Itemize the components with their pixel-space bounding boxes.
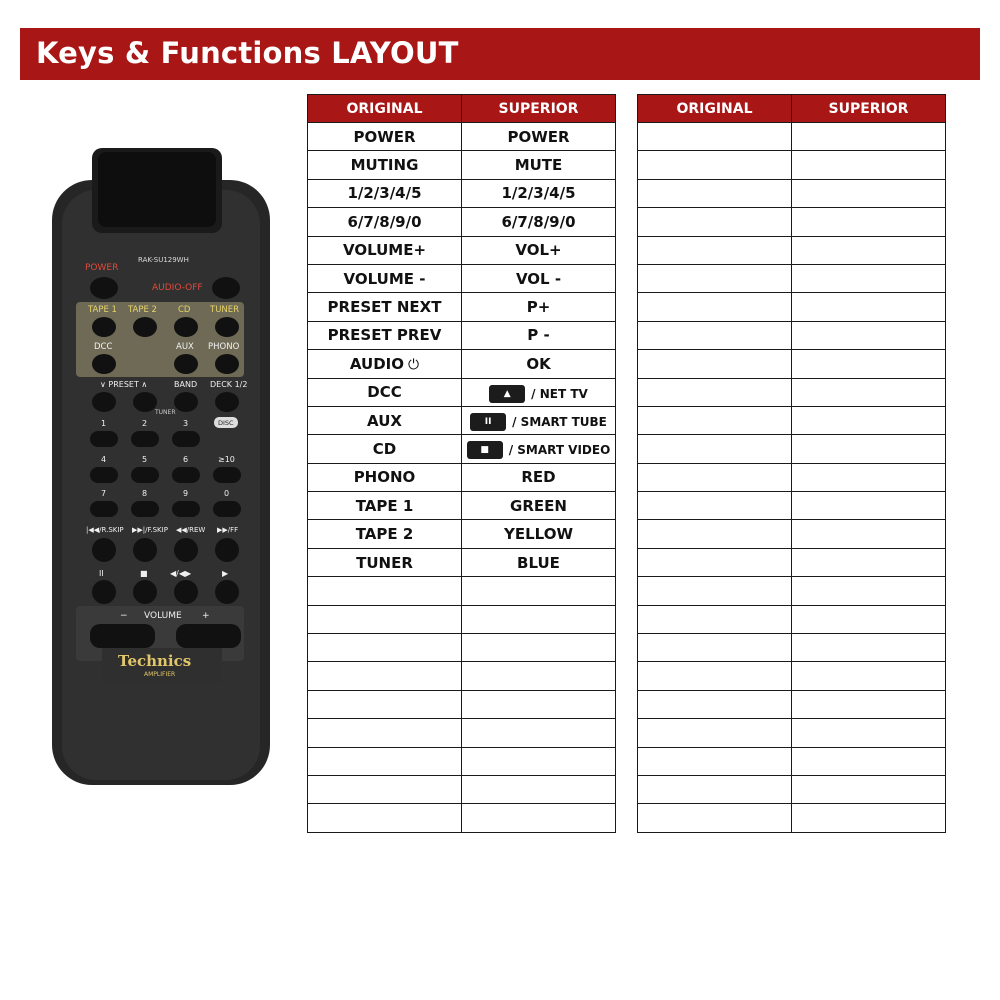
original-cell [308, 577, 462, 605]
superior-cell [792, 747, 946, 775]
table-row-empty [308, 690, 616, 718]
header-original: ORIGINAL [638, 95, 792, 123]
superior-cell [792, 662, 946, 690]
original-cell [638, 747, 792, 775]
superior-cell [792, 378, 946, 406]
model-label: RAK-SU129WH [138, 256, 189, 264]
tuner-small-label: TUNER [155, 409, 176, 416]
superior-cell [792, 208, 946, 236]
preset-up-button[interactable] [133, 392, 157, 412]
table-row [308, 520, 616, 548]
superior-cell [462, 775, 616, 803]
table-row-empty [638, 179, 946, 207]
num7-label: 7 [101, 489, 107, 498]
original-cell [638, 775, 792, 803]
original-cell [638, 435, 792, 463]
superior-cell [462, 577, 616, 605]
ff-label: ▶▶/FF [217, 526, 239, 534]
volume-label: VOLUME [144, 611, 182, 621]
num9-button[interactable] [172, 501, 200, 517]
brand-subtitle: AMPLIFIER [144, 671, 176, 678]
volume-down-button[interactable] [90, 624, 155, 648]
cd-label: CD [178, 305, 191, 315]
num3-button[interactable] [172, 431, 200, 447]
superior-cell [792, 406, 946, 434]
tape2-label: TAPE 2 [128, 305, 157, 315]
tape1-label: TAPE 1 [88, 305, 117, 315]
superior-cell: RED [462, 463, 616, 491]
table-row-empty [638, 293, 946, 321]
table-row [308, 179, 616, 207]
table-row [308, 435, 616, 463]
audio-label: AUDIO [349, 354, 405, 373]
band-button[interactable] [174, 392, 198, 412]
table-row [308, 406, 616, 434]
superior-cell [462, 690, 616, 718]
header-superior: SUPERIOR [792, 95, 946, 123]
original-cell [638, 605, 792, 633]
pause-label: II [99, 569, 104, 578]
vol-plus-label: + [202, 611, 210, 621]
deck-label: DECK 1/2 [210, 380, 248, 389]
original-cell: PRESET NEXT [308, 293, 462, 321]
brand-logo: Technics [118, 652, 192, 670]
original-cell: MUTING [308, 151, 462, 179]
original-cell [308, 605, 462, 633]
num10-label: ≥10 [218, 455, 235, 464]
smart-video-label: / SMART VIDEO [508, 443, 611, 458]
table-row-empty [308, 634, 616, 662]
table-row-empty [638, 662, 946, 690]
table-row-empty [638, 548, 946, 576]
superior-cell: VOL - [462, 264, 616, 292]
table-row-empty [638, 492, 946, 520]
superior-cell: YELLOW [462, 520, 616, 548]
table-row-empty [638, 804, 946, 832]
original-cell: TAPE 1 [308, 492, 462, 520]
power-symbol-icon: ⏻ [408, 356, 420, 373]
superior-cell [462, 747, 616, 775]
tape1-button[interactable] [92, 317, 116, 337]
num10-button[interactable] [213, 467, 241, 483]
rev-label: ◀/◀▶ [170, 569, 192, 578]
original-cell [638, 463, 792, 491]
header-original: ORIGINAL [308, 95, 462, 123]
superior-cell: P - [462, 321, 616, 349]
key-mapping-table-right [637, 94, 946, 833]
superior-cell [462, 406, 616, 434]
original-cell: POWER [308, 123, 462, 151]
num7-button[interactable] [90, 501, 118, 517]
fskip-label: ▶▶|/F.SKIP [132, 526, 168, 534]
table-row-empty [638, 123, 946, 151]
original-cell [638, 378, 792, 406]
play-label: ▶ [222, 569, 229, 578]
num5-button[interactable] [131, 467, 159, 483]
superior-cell [792, 435, 946, 463]
ff-button[interactable] [215, 538, 239, 562]
rev-play-button[interactable] [174, 580, 198, 604]
pause-button[interactable] [92, 580, 116, 604]
superior-cell: OK [462, 350, 616, 378]
original-cell [638, 293, 792, 321]
original-cell: TUNER [308, 548, 462, 576]
superior-cell [792, 463, 946, 491]
num8-label: 8 [142, 489, 148, 498]
superior-cell [792, 321, 946, 349]
original-cell [308, 775, 462, 803]
vol-minus-label: − [120, 611, 128, 621]
original-cell [638, 804, 792, 832]
num6-label: 6 [183, 455, 189, 464]
original-cell [638, 520, 792, 548]
eject-key-icon: ▲ [489, 385, 525, 403]
table-row-empty [308, 775, 616, 803]
aux-button[interactable] [174, 354, 198, 374]
rskip-label: |◀◀/R.SKIP [86, 526, 124, 534]
superior-cell [792, 293, 946, 321]
original-cell [638, 690, 792, 718]
table-row-empty [308, 747, 616, 775]
superior-cell: GREEN [462, 492, 616, 520]
superior-cell [792, 775, 946, 803]
preset-label: ∨ PRESET ∧ [100, 380, 148, 389]
original-cell: CD [308, 435, 462, 463]
power-label: POWER [85, 263, 119, 273]
original-cell: AUX [308, 406, 462, 434]
num0-label: 0 [224, 489, 230, 498]
num2-button[interactable] [131, 431, 159, 447]
key-mapping-table-left [307, 94, 616, 833]
table-row-empty [308, 804, 616, 832]
table-row [308, 321, 616, 349]
audio-off-label: AUDIO-OFF [152, 283, 203, 293]
table-row-empty [638, 634, 946, 662]
table-row-empty [638, 690, 946, 718]
num9-label: 9 [183, 489, 189, 498]
preset-down-button[interactable] [92, 392, 116, 412]
smart-tube-label: / SMART TUBE [512, 415, 607, 430]
table-row-empty [638, 378, 946, 406]
disc-label: DISC [218, 419, 234, 427]
table-row-empty [638, 719, 946, 747]
remote-control-drawing [40, 140, 290, 790]
superior-cell [462, 605, 616, 633]
num6-button[interactable] [172, 467, 200, 483]
table-row-empty [638, 151, 946, 179]
original-cell [638, 662, 792, 690]
superior-cell [792, 520, 946, 548]
original-cell [308, 690, 462, 718]
stop-key-icon: ■ [467, 441, 503, 459]
table-row-empty [638, 605, 946, 633]
table-row-empty [638, 463, 946, 491]
table-row [308, 350, 616, 378]
superior-cell [462, 435, 616, 463]
table-row [308, 463, 616, 491]
superior-cell [792, 548, 946, 576]
superior-cell [792, 179, 946, 207]
superior-cell [792, 123, 946, 151]
superior-cell: BLUE [462, 548, 616, 576]
num1-button[interactable] [90, 431, 118, 447]
power-button[interactable] [90, 277, 118, 299]
superior-cell [792, 151, 946, 179]
superior-cell: 6/7/8/9/0 [462, 208, 616, 236]
table-row-empty [638, 208, 946, 236]
original-cell [638, 719, 792, 747]
table-row [308, 151, 616, 179]
stop-label: ■ [140, 569, 148, 578]
original-cell [638, 208, 792, 236]
rew-label: ◀◀/REW [176, 526, 206, 534]
original-cell: PHONO [308, 463, 462, 491]
original-cell [638, 577, 792, 605]
aux-label: AUX [176, 342, 194, 352]
num3-label: 3 [183, 419, 189, 428]
rskip-button[interactable] [92, 538, 116, 562]
superior-cell [792, 264, 946, 292]
num2-label: 2 [142, 419, 148, 428]
original-cell: VOLUME - [308, 264, 462, 292]
original-cell [308, 634, 462, 662]
superior-cell [792, 350, 946, 378]
page-title: Keys & Functions LAYOUT [36, 36, 459, 70]
superior-cell: VOL+ [462, 236, 616, 264]
original-cell [638, 321, 792, 349]
num5-label: 5 [142, 455, 148, 464]
right-table-body [638, 123, 946, 833]
original-cell: VOLUME+ [308, 236, 462, 264]
num1-label: 1 [101, 419, 107, 428]
tuner-button[interactable] [215, 317, 239, 337]
original-cell [638, 406, 792, 434]
table-row-empty [638, 577, 946, 605]
original-cell: DCC [308, 378, 462, 406]
superior-cell [792, 492, 946, 520]
table-row-empty [638, 236, 946, 264]
header-banner [20, 28, 980, 80]
original-cell [638, 634, 792, 662]
table-row-empty [638, 264, 946, 292]
table-row [308, 378, 616, 406]
superior-cell [792, 577, 946, 605]
original-cell [638, 236, 792, 264]
superior-cell [792, 634, 946, 662]
table-row [308, 293, 616, 321]
table-row-empty [308, 719, 616, 747]
original-cell [308, 719, 462, 747]
superior-cell [462, 804, 616, 832]
original-cell [638, 123, 792, 151]
fskip-button[interactable] [133, 538, 157, 562]
num8-button[interactable] [131, 501, 159, 517]
dcc-button[interactable] [92, 354, 116, 374]
table-row-empty [638, 406, 946, 434]
original-cell: PRESET PREV [308, 321, 462, 349]
num4-label: 4 [101, 455, 107, 464]
superior-cell: MUTE [462, 151, 616, 179]
num0-button[interactable] [213, 501, 241, 517]
dcc-label: DCC [94, 342, 113, 352]
superior-cell: POWER [462, 123, 616, 151]
phono-button[interactable] [215, 354, 239, 374]
original-cell [638, 151, 792, 179]
original-cell [638, 548, 792, 576]
superior-cell [792, 804, 946, 832]
tape2-button[interactable] [133, 317, 157, 337]
original-cell [638, 179, 792, 207]
superior-cell [462, 634, 616, 662]
superior-cell [792, 719, 946, 747]
original-cell [638, 350, 792, 378]
remote-control-image [40, 140, 290, 790]
rew-button[interactable] [174, 538, 198, 562]
table-row [308, 123, 616, 151]
audio-off-button[interactable] [212, 277, 240, 299]
original-cell [308, 747, 462, 775]
num4-button[interactable] [90, 467, 118, 483]
band-label: BAND [174, 380, 198, 389]
superior-cell [462, 719, 616, 747]
table-row-empty [638, 435, 946, 463]
pause-key-icon: II [470, 413, 506, 431]
table-row [308, 236, 616, 264]
original-cell: TAPE 2 [308, 520, 462, 548]
table-row-empty [638, 350, 946, 378]
original-cell [308, 662, 462, 690]
net-tv-label: / NET TV [531, 386, 588, 401]
original-cell: 6/7/8/9/0 [308, 208, 462, 236]
stop-button[interactable] [133, 580, 157, 604]
table-row-empty [638, 775, 946, 803]
table-row [308, 264, 616, 292]
table-row-empty [308, 605, 616, 633]
superior-cell [462, 662, 616, 690]
table-row-empty [308, 662, 616, 690]
superior-cell: P+ [462, 293, 616, 321]
superior-cell: 1/2/3/4/5 [462, 179, 616, 207]
table-row-empty [638, 747, 946, 775]
deck-button[interactable] [215, 392, 239, 412]
table-row [308, 548, 616, 576]
original-cell [308, 350, 462, 378]
original-cell [308, 804, 462, 832]
superior-cell [792, 690, 946, 718]
phono-label: PHONO [208, 342, 240, 352]
original-cell [638, 264, 792, 292]
header-superior: SUPERIOR [462, 95, 616, 123]
table-row [308, 492, 616, 520]
original-cell: 1/2/3/4/5 [308, 179, 462, 207]
table-header-row [638, 95, 946, 123]
table-row-empty [638, 520, 946, 548]
table-row-empty [638, 321, 946, 349]
superior-cell [792, 605, 946, 633]
play-button[interactable] [215, 580, 239, 604]
volume-up-button[interactable] [176, 624, 241, 648]
tuner-label: TUNER [210, 305, 240, 315]
cd-button[interactable] [174, 317, 198, 337]
table-row [308, 208, 616, 236]
superior-cell [462, 378, 616, 406]
superior-cell [792, 236, 946, 264]
table-header-row [308, 95, 616, 123]
original-cell [638, 492, 792, 520]
table-row-empty [308, 577, 616, 605]
